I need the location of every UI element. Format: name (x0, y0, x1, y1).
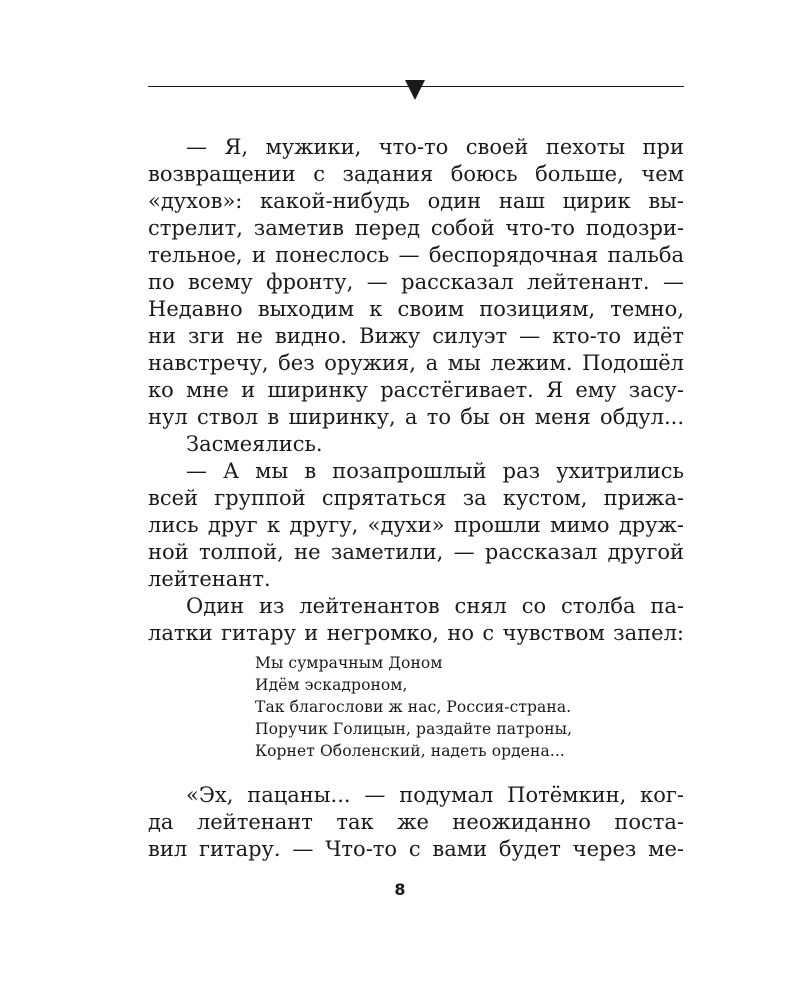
page-number: 8 (394, 880, 406, 899)
text-line: Один из лейтенантов снял со столба па- (186, 594, 684, 618)
text-line: Засмеялись. (186, 432, 323, 456)
text-line: «духов»: какой-нибудь один наш цирик вы- (148, 189, 684, 213)
text-line: стрелит, заметив перед собой что-то подозри- (148, 216, 684, 240)
text-line: ко мне и ширинку расстёгивает. Я ему засу- (148, 378, 684, 402)
text-line: Недавно выходим к своим позициям, темно, (148, 297, 684, 321)
text-line: всей группой спрятаться за кустом, прижа- (148, 486, 684, 510)
verse-line: Мы сумрачным Доном (255, 654, 443, 672)
verse-line: Так благослови ж нас, Россия-страна. (255, 698, 572, 716)
text-line: по всему фронту, — рассказал лейтенант. — (148, 270, 684, 294)
verse-line: Идём эскадроном, (255, 676, 408, 694)
header-triangle-marker-icon (405, 80, 425, 100)
text-line: — Я, мужики, что-то своей пехоты при (186, 135, 684, 159)
text-line: «Эх, пацаны... — подумал Потёмкин, ког- (186, 783, 684, 807)
text-line: вил гитару. — Что-то с вами будет через ме- (148, 837, 684, 861)
text-line: нул ствол в ширинку, а то бы он меня обдул... (148, 405, 684, 429)
text-line: ной толпой, не заметили, — рассказал другой (148, 540, 684, 564)
text-line: латки гитару и негромко, но с чувством запел: (148, 621, 684, 645)
text-line: ни зги не видно. Вижу силуэт — кто-то идёт (148, 324, 684, 348)
text-line: навстречу, без оружия, а мы лежим. Подошёл (148, 351, 684, 375)
text-line: возвращении с задания боюсь больше, чем (148, 162, 684, 186)
verse-line: Корнет Оболенский, надеть ордена... (255, 742, 565, 760)
text-line: — А мы в позапрошлый раз ухитрились (186, 459, 684, 483)
text-line: тельное, и понеслось — беспорядочная пальба (148, 243, 684, 267)
text-line: да лейтенант так же неожиданно поста- (148, 810, 684, 834)
text-line: лись друг к другу, «духи» прошли мимо друж- (148, 513, 684, 537)
verse-line: Поручик Голицын, раздайте патроны, (255, 720, 573, 738)
text-line: лейтенант. (148, 567, 271, 591)
